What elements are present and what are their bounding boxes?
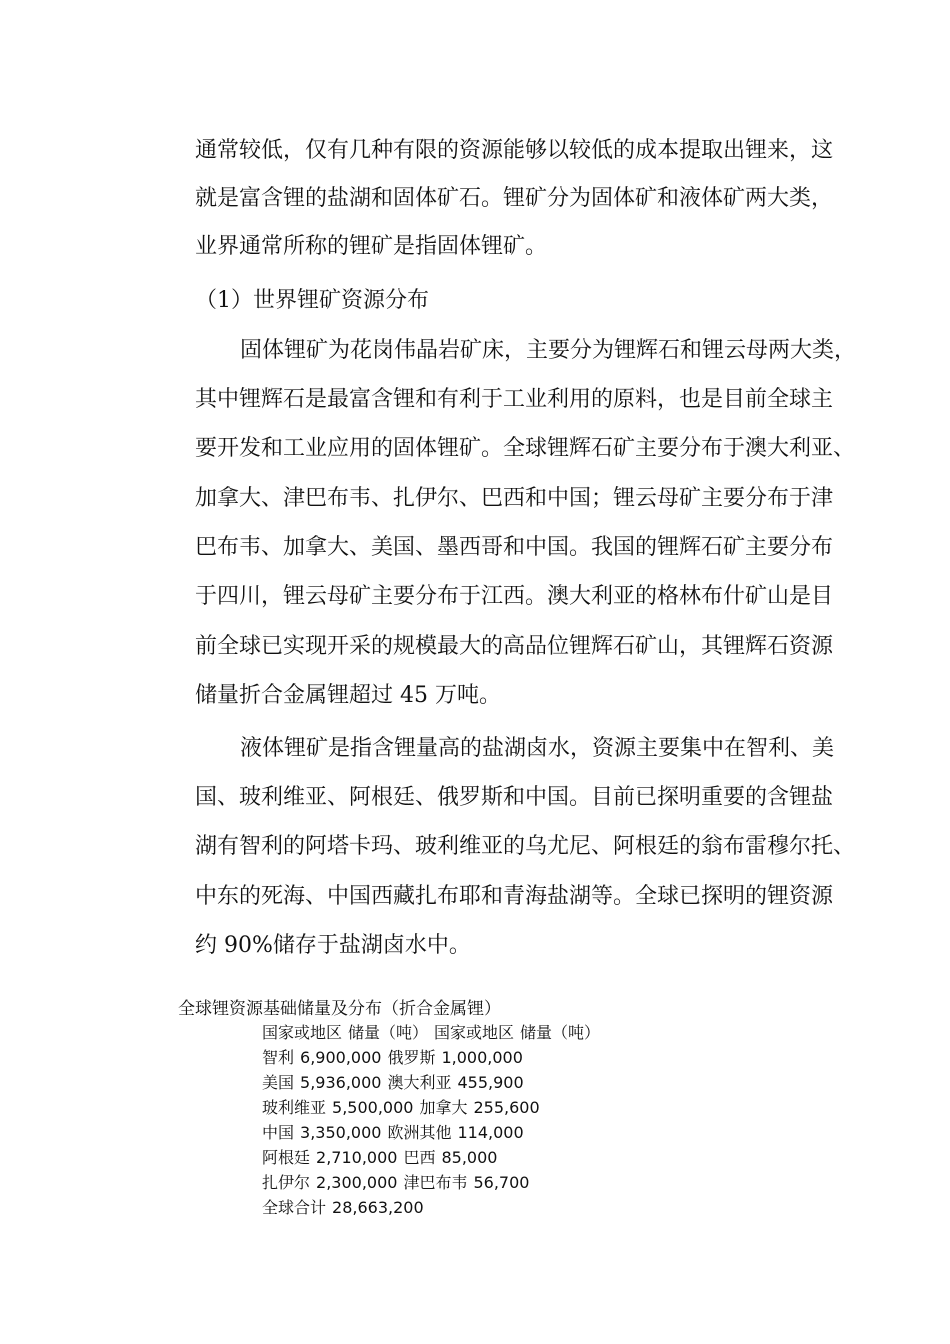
region: 俄罗斯 <box>387 1048 436 1067</box>
table-row <box>262 1122 524 1144</box>
paragraph-line: 中东的死海、中国西藏扎布耶和青海盐湖等。全球已探明的锂资源 <box>195 884 834 909</box>
reserve: 2,300,000 <box>316 1173 398 1192</box>
paragraph-line: 加拿大、津巴布韦、扎伊尔、巴西和中国；锂云母矿主要分布于津 <box>195 486 834 511</box>
table-row <box>262 1147 497 1169</box>
table-row <box>262 1072 524 1094</box>
reserve: 114,000 <box>457 1123 524 1142</box>
paragraph-line: 通常较低，仅有几种有限的资源能够以较低的成本提取出锂来，这 <box>195 138 834 163</box>
paragraph-line: 固体锂矿为花岗伟晶岩矿床，主要分为锂辉石和锂云母两大类， <box>240 338 857 363</box>
header-reserve-2: 储量（吨） <box>520 1023 601 1042</box>
reserve: 6,900,000 <box>300 1048 382 1067</box>
reserve: 5,500,000 <box>332 1098 414 1117</box>
region: 巴西 <box>403 1148 436 1167</box>
region: 扎伊尔 <box>262 1173 311 1192</box>
table-row <box>262 1047 523 1069</box>
paragraph-line: 储量折合金属锂超过 45 万吨。 <box>195 683 501 708</box>
reserve: 3,350,000 <box>300 1123 382 1142</box>
paragraph-line: 前全球已实现开采的规模最大的高品位锂辉石矿山，其锂辉石资源 <box>195 634 834 659</box>
reserve: 2,710,000 <box>316 1148 398 1167</box>
region: 玻利维亚 <box>262 1098 327 1117</box>
table-row <box>262 1097 540 1119</box>
region: 加拿大 <box>419 1098 468 1117</box>
paragraph-line: 业界通常所称的锂矿是指固体锂矿。 <box>195 234 548 259</box>
table-row <box>262 1172 529 1194</box>
reserve: 5,936,000 <box>300 1073 382 1092</box>
reserve: 56,700 <box>473 1173 530 1192</box>
reserve: 255,600 <box>473 1098 540 1117</box>
region: 津巴布韦 <box>403 1173 468 1192</box>
region: 智利 <box>262 1048 295 1067</box>
region: 欧洲其他 <box>387 1123 452 1142</box>
paragraph-line: 巴布韦、加拿大、美国、墨西哥和中国。我国的锂辉石矿主要分布 <box>195 535 834 560</box>
paragraph-line: 国、玻利维亚、阿根廷、俄罗斯和中国。目前已探明重要的含锂盐 <box>195 785 834 810</box>
total-label: 全球合计 <box>262 1198 327 1217</box>
header-reserve-1: 储量（吨） <box>348 1023 429 1042</box>
table-header <box>262 1022 600 1044</box>
region: 澳大利亚 <box>387 1073 452 1092</box>
region: 阿根廷 <box>262 1148 311 1167</box>
region: 中国 <box>262 1123 295 1142</box>
paragraph-line: 约 90%储存于盐湖卤水中。 <box>195 933 471 958</box>
paragraph-line: 要开发和工业应用的固体锂矿。全球锂辉石矿主要分布于澳大利亚、 <box>195 436 856 461</box>
reserve: 1,000,000 <box>441 1048 523 1067</box>
reserve: 85,000 <box>441 1148 498 1167</box>
section-heading: （1）世界锂矿资源分布 <box>195 288 429 313</box>
reserve: 455,900 <box>457 1073 524 1092</box>
header-region-2: 国家或地区 <box>434 1023 515 1042</box>
paragraph-line: 其中锂辉石是最富含锂和有利于工业利用的原料，也是目前全球主 <box>195 387 834 412</box>
table-caption: 全球锂资源基础储量及分布（折合金属锂） <box>178 999 501 1019</box>
paragraph-line: 液体锂矿是指含锂量高的盐湖卤水，资源主要集中在智利、美 <box>240 736 835 761</box>
paragraph-line: 就是富含锂的盐湖和固体矿石。锂矿分为固体矿和液体矿两大类， <box>195 186 834 211</box>
header-region-1: 国家或地区 <box>262 1023 343 1042</box>
total-value: 28,663,200 <box>332 1198 424 1217</box>
table-total-row <box>262 1197 424 1219</box>
paragraph-line: 湖有智利的阿塔卡玛、玻利维亚的乌尤尼、阿根廷的翁布雷穆尔托、 <box>195 834 856 859</box>
paragraph-line: 于四川，锂云母矿主要分布于江西。澳大利亚的格林布什矿山是目 <box>195 584 834 609</box>
region: 美国 <box>262 1073 295 1092</box>
